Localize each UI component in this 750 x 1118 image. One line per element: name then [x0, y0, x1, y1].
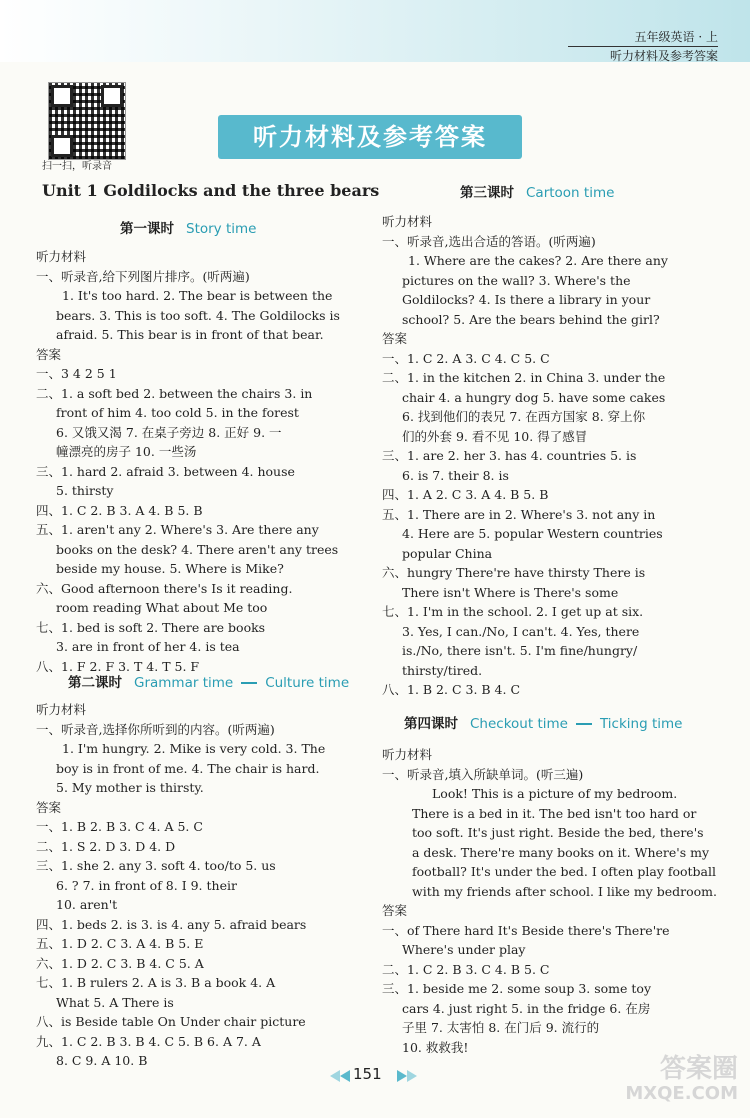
- text-line: pictures on the wall? 3. Where's the: [402, 272, 631, 288]
- section-label: 听力材料: [36, 702, 87, 717]
- lesson-1-zh: 第一课时: [120, 221, 174, 237]
- qr-corner: [51, 135, 73, 157]
- text-line: Goldilocks? 4. Is there a library in your: [402, 292, 651, 307]
- lesson-2-zh: 第二课时: [68, 675, 122, 691]
- watermark-url: MXQE.COM: [625, 1083, 738, 1104]
- question-heading: 一、听录音,选出合适的答语。(听两遍): [382, 233, 596, 249]
- answer-line: room reading What about Me too: [56, 600, 268, 615]
- answer-line: cars 4. just right 5. in the fridge 6. 在房: [402, 1000, 651, 1016]
- text-line: Look! This is a picture of my bedroom.: [432, 786, 678, 801]
- text-line: boy is in front of me. 4. The chair is hard.: [56, 760, 320, 776]
- answer-line: Where's under play: [402, 942, 526, 957]
- answer-line: 九、1. C 2. B 3. B 4. C 5. B 6. A 7. A: [36, 1033, 261, 1049]
- answer-line: There isn't Where is There's some: [402, 584, 619, 600]
- answer-line: What 5. A There is: [56, 994, 174, 1010]
- answer-line: 6. 又饿又渴 7. 在桌子旁边 8. 正好 9. 一: [56, 424, 282, 440]
- answer-line: 5. thirsty: [56, 483, 114, 498]
- answer-line: 六、hungry There're have thirsty There is: [382, 565, 646, 580]
- answer-line: 三、1. she 2. any 3. soft 4. too/to 5. us: [36, 858, 276, 873]
- answer-line: 六、1. D 2. C 3. B 4. C 5. A: [36, 955, 204, 971]
- watermark-text: 答案圈: [659, 1054, 738, 1084]
- answer-line: 二、1. in the kitchen 2. in China 3. under the: [382, 370, 666, 385]
- lesson-3-en: Cartoon time: [526, 185, 615, 201]
- header-grade: [568, 30, 718, 63]
- answer-line: 四、1. C 2. B 3. A 4. B 5. B: [36, 502, 203, 518]
- text-line: with my friends after school. I like my bedroom.: [412, 883, 717, 899]
- answer-line: 四、1. beds 2. is 3. is 4. any 5. afraid bears: [36, 916, 307, 932]
- lesson-1-content: [36, 247, 366, 676]
- text-line: football? It's under the bed. I often play football: [412, 864, 716, 879]
- answer-line: 八、1. B 2. C 3. B 4. C: [382, 682, 521, 697]
- unit-title: Unit 1 Goldilocks and the three bears: [42, 181, 380, 200]
- answer-line: 一、3 4 2 5 1: [36, 366, 117, 381]
- text-line: too soft. It's just right. Beside the bed, there's: [412, 825, 704, 840]
- section-label: 听力材料: [382, 747, 433, 762]
- answer-label: 答案: [382, 903, 408, 918]
- lesson-3-heading: [460, 182, 614, 204]
- answer-line: beside my house. 5. Where is Mike?: [56, 561, 284, 576]
- question-heading: 一、听录音,填入所缺单词。(听三遍): [382, 766, 584, 782]
- answer-label: 答案: [382, 331, 408, 346]
- question-heading: 一、听录音,给下列图片排序。(听两遍): [36, 268, 250, 284]
- next-arrow-icon: [397, 1070, 407, 1082]
- answer-line: 10. aren't: [56, 897, 118, 912]
- answer-line: 三、1. are 2. her 3. has 4. countries 5. is: [382, 448, 637, 463]
- answer-line: 一、1. C 2. A 3. C 4. C 5. C: [382, 350, 550, 366]
- dash-divider: [576, 723, 592, 725]
- qr-code-image[interactable]: [48, 82, 126, 160]
- lesson-2-heading: [68, 672, 349, 694]
- answer-line: 八、1. F 2. F 3. T 4. T 5. F: [36, 658, 200, 674]
- next-arrow-icon[interactable]: [407, 1070, 417, 1082]
- header-subtitle: 听力材料及参考答案: [609, 49, 718, 63]
- prev-arrow-icon: [340, 1070, 350, 1082]
- answer-line: 七、1. B rulers 2. A is 3. B a book 4. A: [36, 975, 276, 990]
- lesson-1-heading: [120, 218, 256, 240]
- lesson-2-en: Grammar time: [134, 675, 234, 691]
- answer-line: 8. C 9. A 10. B: [56, 1053, 148, 1068]
- answer-line: 子里 7. 太害怕 8. 在门后 9. 流行的: [402, 1020, 600, 1035]
- answer-label: 答案: [36, 799, 62, 815]
- text-line: bears. 3. This is too soft. 4. The Goldilocks is: [56, 307, 340, 323]
- lesson-4-zh: 第四课时: [404, 716, 458, 732]
- lesson-4-en: Checkout time: [470, 716, 568, 732]
- answer-line: 六、Good afternoon there's Is it reading.: [36, 580, 293, 596]
- watermark-logo: [625, 1054, 738, 1104]
- page-number: 151: [353, 1065, 382, 1083]
- answer-line: 七、1. I'm in the school. 2. I get up at six.: [382, 604, 644, 619]
- lesson-3-content: [382, 212, 712, 700]
- answer-line: 五、1. D 2. C 3. A 4. B 5. E: [36, 936, 204, 951]
- answer-line: 七、1. bed is soft 2. There are books: [36, 619, 266, 635]
- lesson-2-content: [36, 700, 366, 1071]
- answer-line: 二、1. S 2. D 3. D 4. D: [36, 838, 176, 854]
- text-line: 5. My mother is thirsty.: [56, 780, 204, 795]
- answer-line: chair 4. a hungry dog 5. have some cakes: [402, 389, 666, 405]
- answer-line: front of him 4. too cold 5. in the forest: [56, 405, 299, 420]
- answer-line: 6. 找到他们的表兄 7. 在西方国家 8. 穿上你: [402, 409, 646, 424]
- grade-label: 五年级英语 · 上: [568, 30, 718, 47]
- text-line: a desk. There're many books on it. Where's my: [412, 844, 710, 860]
- text-line: afraid. 5. This bear is in front of that bear.: [56, 327, 324, 342]
- answer-line: 四、1. A 2. C 3. A 4. B 5. B: [382, 487, 549, 502]
- answer-line: 幢漂亮的房子 10. 一些汤: [56, 444, 197, 459]
- prev-arrow-icon[interactable]: [330, 1070, 340, 1082]
- answer-line: books on the desk? 4. There aren't any trees: [56, 541, 339, 557]
- text-line: 1. It's too hard. 2. The bear is between the: [62, 288, 333, 303]
- question-heading: 一、听录音,选择你所听到的内容。(听两遍): [36, 721, 275, 737]
- section-label: 听力材料: [382, 214, 433, 229]
- answer-line: 五、1. aren't any 2. Where's 3. Are there any: [36, 522, 319, 537]
- answer-line: 们的外套 9. 看不见 10. 得了感冒: [402, 428, 588, 444]
- page-footer: [300, 1060, 450, 1090]
- answer-line: is./No, there isn't. 5. I'm fine/hungry/: [402, 643, 638, 658]
- answer-line: 4. Here are 5. popular Western countries: [402, 526, 663, 541]
- answer-line: 二、1. C 2. B 3. C 4. B 5. C: [382, 961, 550, 977]
- dash-divider: [241, 682, 257, 684]
- text-line: 1. I'm hungry. 2. Mike is very cold. 3. The: [62, 741, 326, 756]
- answer-line: 二、1. a soft bed 2. between the chairs 3. in: [36, 385, 313, 401]
- answer-line: 三、1. hard 2. afraid 3. between 4. house: [36, 463, 295, 479]
- lesson-2-en2: Culture time: [265, 675, 350, 691]
- answer-label: 答案: [36, 346, 62, 362]
- answer-line: 6. ? 7. in front of 8. I 9. their: [56, 877, 237, 893]
- qr-corner: [101, 85, 123, 107]
- text-line: There is a bed in it. The bed isn't too hard or: [412, 805, 697, 821]
- answer-line: popular China: [402, 545, 493, 561]
- answer-line: 6. is 7. their 8. is: [402, 467, 509, 483]
- answer-line: 五、1. There are in 2. Where's 3. not any in: [382, 506, 656, 522]
- qr-corner: [51, 85, 73, 107]
- answer-line: 三、1. beside me 2. some soup 3. some toy: [382, 981, 652, 996]
- qr-caption: 扫一扫，听录音: [42, 161, 112, 172]
- answer-line: 3. are in front of her 4. is tea: [56, 639, 240, 654]
- answer-line: 一、1. B 2. B 3. C 4. A 5. C: [36, 819, 203, 834]
- lesson-4-content: [382, 745, 717, 1057]
- answer-line: 一、of There hard It's Beside there's There're: [382, 922, 670, 938]
- answer-line: 3. Yes, I can./No, I can't. 4. Yes, there: [402, 623, 640, 639]
- answer-line: thirsty/tired.: [402, 662, 483, 678]
- answer-line: 10. 救救我!: [402, 1039, 469, 1055]
- lesson-4-en2: Ticking time: [599, 716, 683, 732]
- lesson-3-zh: 第三课时: [460, 185, 514, 201]
- text-line: school? 5. Are the bears behind the girl?: [402, 311, 660, 327]
- text-line: 1. Where are the cakes? 2. Are there any: [408, 253, 668, 268]
- lesson-4-heading: [404, 713, 682, 735]
- section-label: 听力材料: [36, 249, 87, 264]
- answer-line: 八、is Beside table On Under chair picture: [36, 1014, 306, 1029]
- lesson-1-en: Story time: [186, 221, 257, 237]
- page-banner: 听力材料及参考答案: [218, 115, 522, 159]
